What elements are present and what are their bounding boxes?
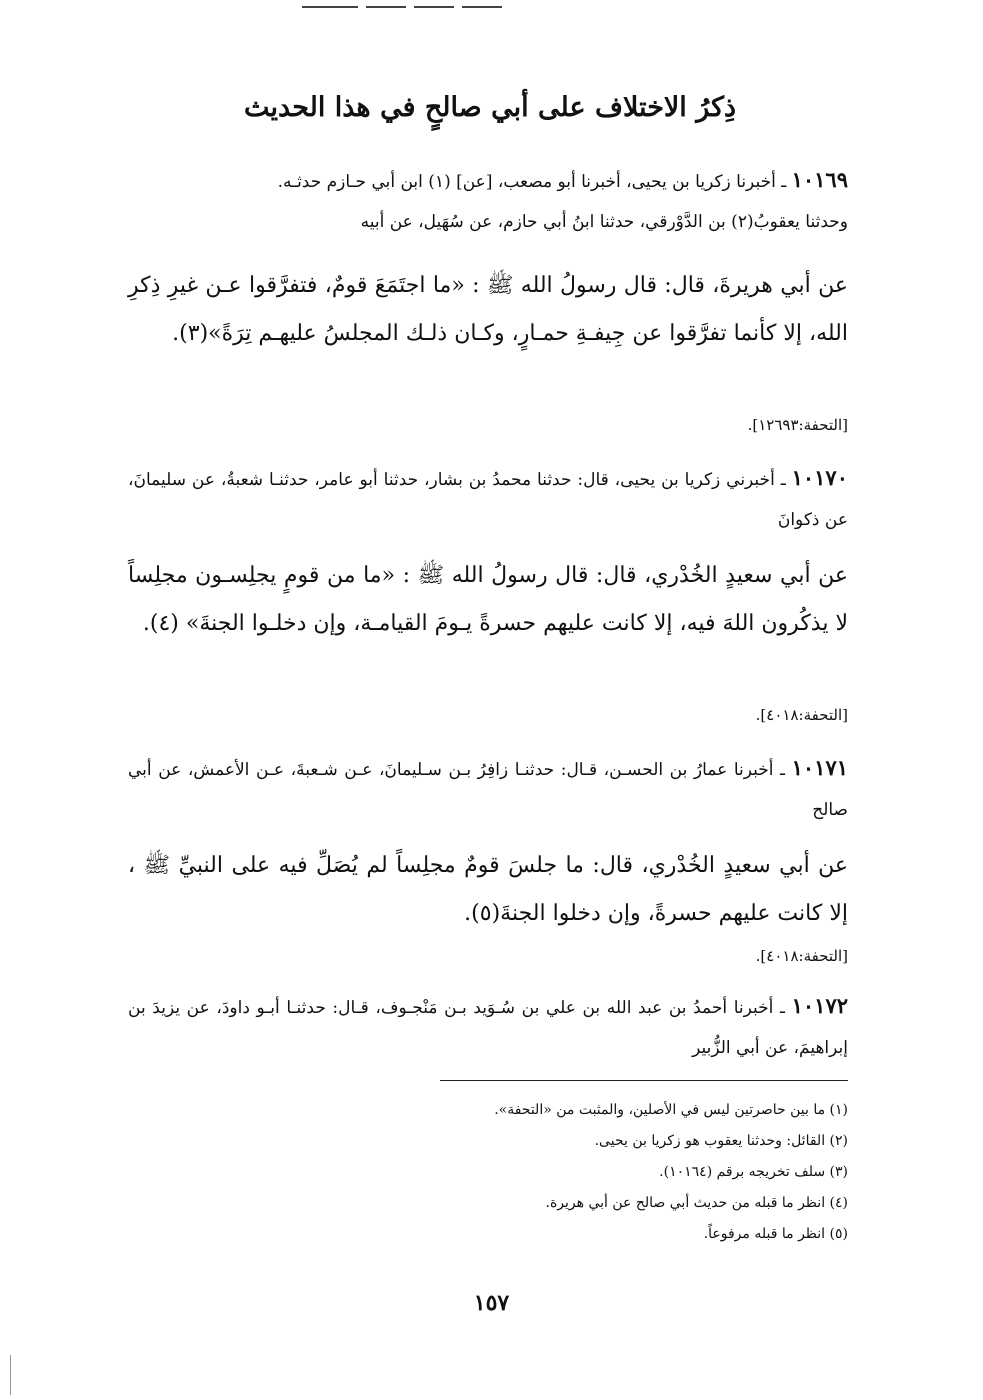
footnote: (٢) القائل: وحدثنا يعقوب هو زكريا بن يحيى. [594, 1133, 848, 1149]
footnote: (١) ما بين حاصرتين ليس في الأصلين، والمثبت من «التحفة». [494, 1102, 848, 1118]
top-rule [302, 6, 502, 8]
isnad-text: ـ أخبرنا زكريا بن يحيى، أخبرنا أبو مصعب، [عن] (١) ابن أبي حـازم حدثـه. [277, 172, 787, 192]
hadith-10171-matn: عن أبي سعيدٍ الخُدْري، قال: ما جلسَ قومٌ مجلِساً لم يُصَلِّ فيه على النبيِّ ﷺ ، إلا كانت عليهم حسرةً، وإن دخلوا الجنةَ(٥). [128, 853, 848, 926]
page-title: ذِكرُ الاختلاف على أبي صالحٍ في هذا الحديث [244, 92, 736, 123]
isnad-text: ـ أخبرني زكريا بن يحيى، قال: حدثنا محمدُ بن بشار، حدثنا أبو عامر، حدثنـا شعبةُ، عن سليمانَ، عن ذكوانَ [128, 470, 848, 530]
hadith-number: ١٠١٦٩ [791, 167, 848, 192]
isnad-text: وحدثنا يعقوبُ(٢) بن الدَّوْرقي، حدثنا ابنُ أبي حازم، عن سُهَيل، عن أبيه [360, 212, 848, 232]
footnote: (٥) انظر ما قبله مرفوعاً. [703, 1226, 848, 1242]
footnote: (٣) سلف تخريجه برقم (١٠١٦٤). [659, 1164, 848, 1180]
isnad-text: ـ أخبرنا عمارُ بن الحسـن، قـال: حدثنـا زافِرُ بـن سـليمانَ، عـن شـعبةَ، عـن الأعمش، عن أبي صالح [128, 760, 848, 820]
hadith-10169-matn: عن أبي هريرةَ، قال: قال رسولُ الله ﷺ : «ما اجتَمَعَ قومٌ، فتفرَّقوا عـن غيرِ ذِكرِ الله، إلا كأنما تفرَّقوا عن جِيفـةِ حمـارٍ، وكـان ذلـك المجلسُ عليهـم تِرَةً»(٣). [128, 273, 848, 346]
hadith-number: ١٠١٧٢ [791, 993, 849, 1018]
footnotes [248, 1095, 848, 1250]
hadith-10172-isnad [128, 986, 848, 1068]
hadith-10171-isnad [128, 748, 848, 830]
tuhfa-reference: [التحفة:١٢٦٩٣]. [747, 416, 848, 434]
hadith-number: ١٠١٧٠ [791, 465, 848, 490]
hadith-10170-isnad [128, 458, 848, 540]
hadith-10169-isnad [128, 160, 848, 242]
isnad-text: ـ أخبرنا أحمدُ بن عبد الله بن علي بن سُـوَيد بـن مَنْجـوف، قـال: حدثنـا أبـو داودَ، عن يزيدَ بن إبراهيمَ، عن أبي الزُّبير [128, 998, 848, 1058]
footnote-separator [440, 1080, 848, 1081]
hadith-10170-matn: عن أبي سعيدٍ الخُدْري، قال: قال رسولُ الله ﷺ : «ما من قومٍ يجلِسـون مجلِساً لا يذكُرون اللهَ فيه، إلا كانت عليهم حسرةً يـومَ القيامـة، وإن دخلـوا الجنةَ» (٤). [128, 563, 848, 636]
page-number: ١٥٧ [473, 1290, 510, 1316]
footnote: (٤) انظر ما قبله من حديث أبي صالح عن أبي هريرة. [545, 1195, 848, 1211]
tuhfa-reference: [التحفة:٤٠١٨]. [755, 947, 848, 965]
hadith-number: ١٠١٧١ [791, 755, 849, 780]
scan-edge-mark [10, 1355, 11, 1395]
tuhfa-reference: [التحفة:٤٠١٨]. [755, 706, 848, 724]
